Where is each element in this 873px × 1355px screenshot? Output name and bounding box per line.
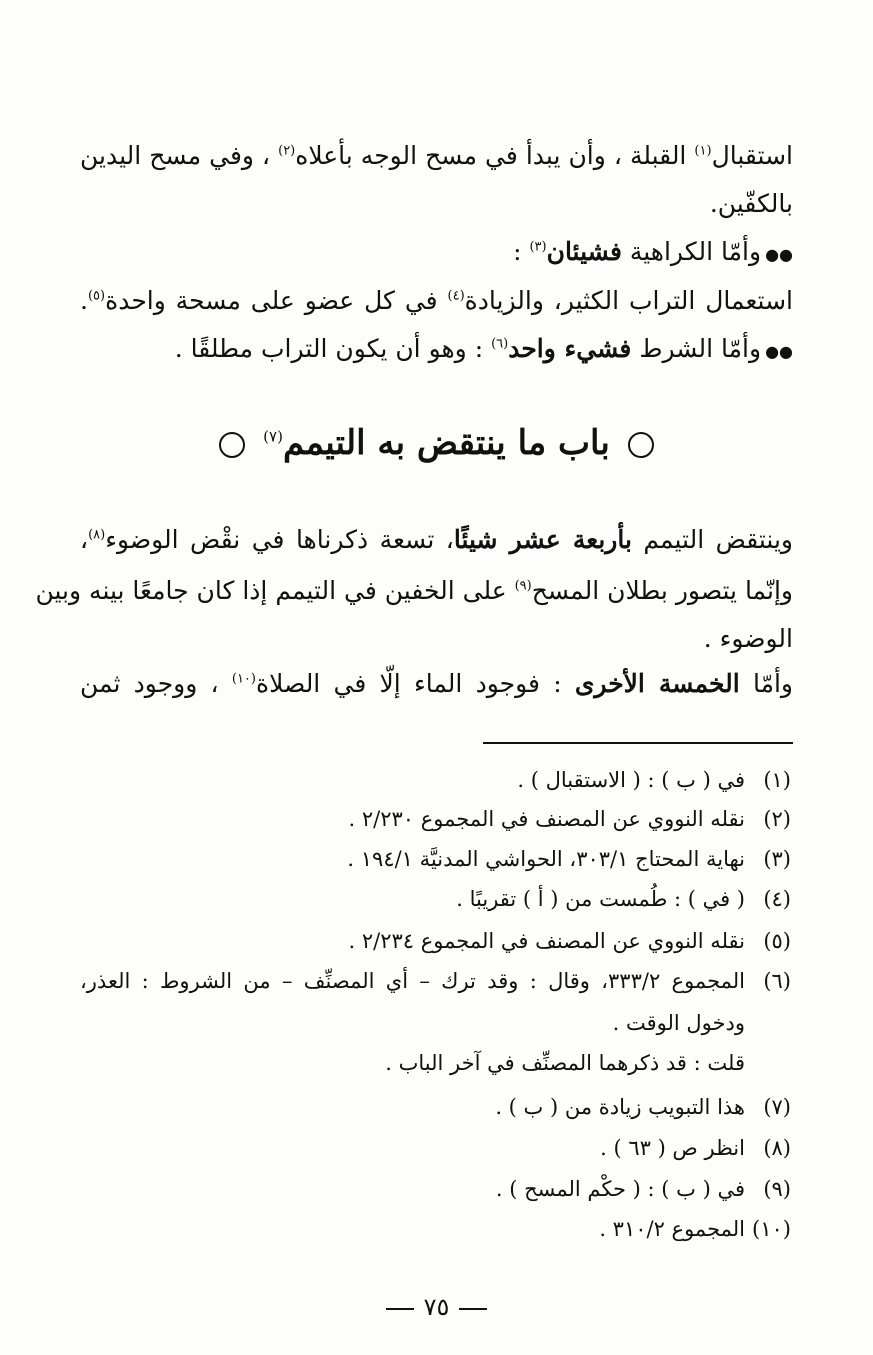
footnote-7: (٧)هذا التبويب زيادة من ( ب ) . [495, 1095, 791, 1119]
footnote-5: (٥)نقله النووي عن المصنف في المجموع ٢/٢٣٤ . [348, 929, 791, 953]
circle-icon [219, 432, 245, 458]
body2-line-4: وأمّا الخمسة الأخرى : فوجود الماء إلّا في الصلاة$^{(١٠)}$ ، ووجود ثمن [80, 669, 793, 698]
dash-icon [386, 1308, 414, 1310]
body2-line-2: وإنّما يتصور بطلان المسح$^{(٩)}$ على الخفين في التيمم إذا كان جامعًا بينه وبين [35, 576, 793, 605]
body-line-5: ●●وأمّا الشرط فشيء واحد$^{(٦)}$ : وهو أن يكون التراب مطلقًا . [174, 334, 793, 363]
footnote-1: (١)في ( ب ) : ( الاستقبال ) . [517, 768, 791, 792]
body-line-3: ●●وأمّا الكراهية فشيئان$^{(٣)}$ : [513, 237, 793, 266]
body2-line-3: الوضوء . [703, 624, 793, 653]
footnote-6-note: قلت : قد ذكرهما المصنِّف في آخر الباب . [385, 1051, 745, 1075]
circle-icon [628, 432, 654, 458]
body2-line-1: وينتقض التيمم بأربعة عشر شيئًا، تسعة ذكرناها في نقْض الوضوء$^{(٨)}$، [80, 525, 793, 554]
footnote-2: (٢)نقله النووي عن المصنف في المجموع ٢/٢٣٠ . [348, 807, 791, 831]
page-number: ٧٥ [0, 1292, 873, 1322]
dash-icon [459, 1308, 487, 1310]
footnote-9: (٩)في ( ب ) : ( حكْم المسح ) . [495, 1177, 791, 1201]
footnote-3: (٣)نهاية المحتاج ٣٠٣/١، الحواشي المدنيَّة ١٩٤/١ . [347, 847, 791, 871]
body-line-2: بالكفّين. [709, 189, 793, 218]
bullet-icon: ●● [765, 245, 793, 264]
body-line-4: استعمال التراب الكثير، والزيادة$^{(٤)}$ في كل عضو على مسحة واحدة$^{(٥)}$. [80, 286, 793, 315]
footnote-separator [483, 742, 793, 744]
footnote-10: (١٠)المجموع ٣١٠/٢ . [599, 1217, 791, 1241]
footnote-4: (٤)( في ) : طُمست من ( أ ) تقريبًا . [456, 887, 791, 911]
footnote-8: (٨)انظر ص ( ٦٣ ) . [600, 1136, 791, 1160]
bullet-icon: ●● [765, 342, 793, 361]
footnote-6: (٦)المجموع ٣٣٣/٢، وقال : وقد ترك – أي المصنِّف – من الشروط : العذر، [80, 969, 791, 993]
section-heading: باب ما ينتقض به التيمم$^{(٧)}$ [0, 418, 873, 468]
body-line-1: استقبال$^{(١)}$ القبلة ، وأن يبدأ في مسح الوجه بأعلاه$^{(٢)}$ ، وفي مسح اليدين [80, 141, 793, 170]
footnote-6-continuation: ودخول الوقت . [612, 1011, 745, 1035]
